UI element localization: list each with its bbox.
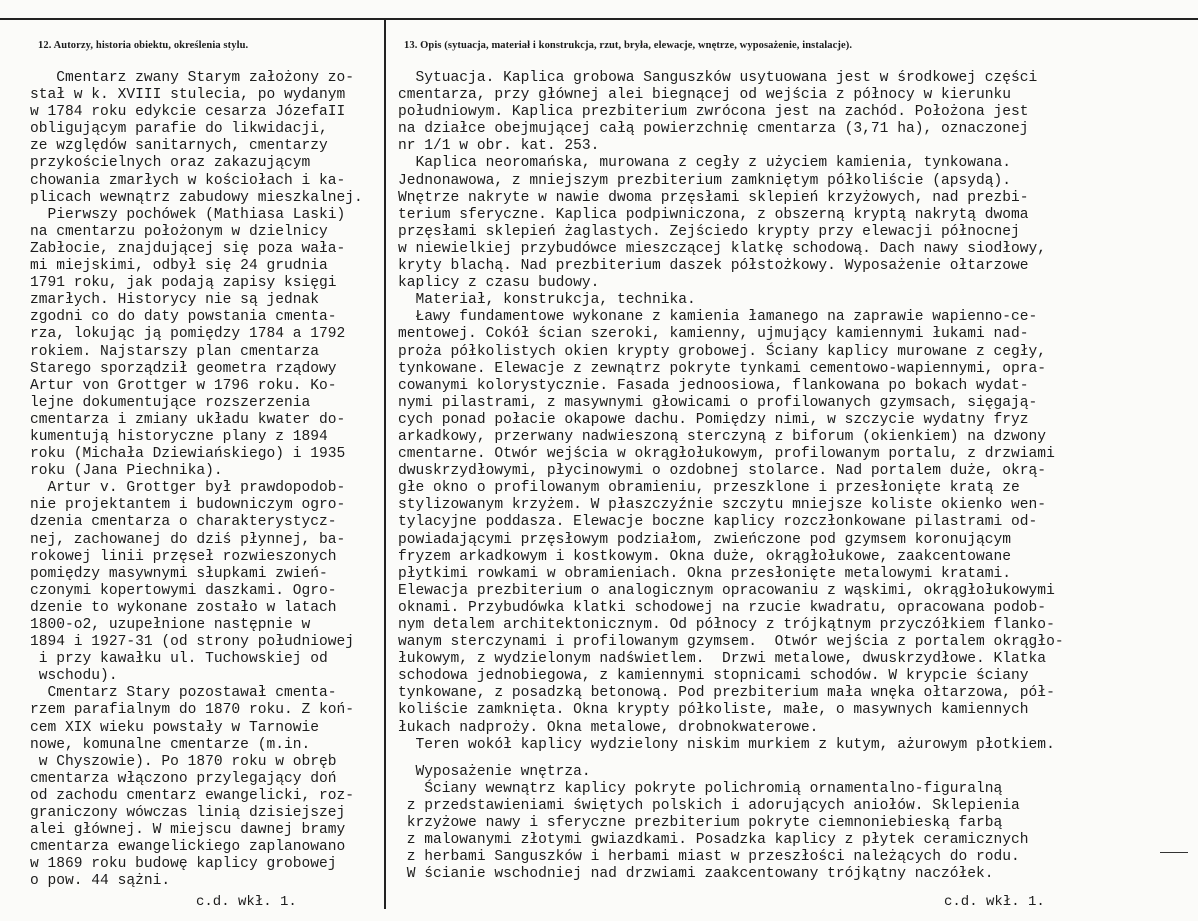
text-line: Artur von Grottger w 1796 roku. Ko- <box>30 377 337 394</box>
text-line: w Chyszowie). Po 1870 roku w obręb <box>30 753 337 770</box>
history-text <box>30 70 380 891</box>
text-line: cmentarza ewangelickiego zaplanowano <box>30 839 346 856</box>
text-line: Wyposażenie wnętrza. <box>398 763 591 780</box>
text-line: plicach wewnątrz zabudowy mieszkalnej. <box>30 189 363 206</box>
text-line: z malowanymi złotymi gwiazdkami. Posadzka kaplicy z płytek ceramicznych <box>398 832 1029 849</box>
text-line: Sytuacja. Kaplica grobowa Sanguszków usytuowana jest w środkowej części <box>398 70 1038 86</box>
text-line: tylacyjne poddasza. Elewacje boczne kaplicy rozczłonkowane pilastrami od- <box>398 514 1038 531</box>
description-text <box>398 70 1188 883</box>
text-line: cowanymi kolorystycznie. Fasada jednoosiowa, flankowana po bokach wydat- <box>398 377 1029 394</box>
text-line: dwuskrzydłowymi, płycinowymi o ozdobnej stolarce. Nad portalem duże, okrą- <box>398 463 1047 480</box>
text-line: z przedstawieniami świętych polskich i adorujących aniołów. Sklepienia <box>398 797 1020 814</box>
continuation-note-right: c.d. wkł. 1. <box>944 894 1045 910</box>
text-line: Artur v. Grottger był prawdopodob- <box>30 480 346 497</box>
text-line: lejne dokumentujące rozszerzenia <box>30 394 311 411</box>
text-line: na działce obejmującej całą powierzchnię cmentarza (3,71 ha), oznaczonej <box>398 121 1029 138</box>
text-line: pomiędzy masywnymi słupkami zwień- <box>30 565 328 582</box>
text-line: mentowej. Cokół ścian szeroki, kamienny, ujmujący kamiennymi łukami nad- <box>398 326 1029 343</box>
text-line: cmentarza i zmiany układu kwater do- <box>30 411 346 428</box>
text-line: Kaplica neoromańska, murowana z cegły z użyciem kamienia, tynkowana. <box>398 155 1012 172</box>
text-line: Elewacja prezbiterium o analogicznym opracowaniu z wąskimi, okrągłołukowymi <box>398 582 1055 599</box>
text-line: nymi pilastrami, z masywnymi głowicami o profilowanych gzymsach, sięgają- <box>398 394 1038 411</box>
top-rule <box>0 18 1198 20</box>
text-line: rokiem. Najstarszy plan cmentarza <box>30 343 320 360</box>
text-line: obligującym parafie do likwidacji, <box>30 121 328 138</box>
text-line: południowym. Kaplica prezbiterium zwrócona jest na zachód. Położona jest <box>398 104 1029 121</box>
text-line: zgodni co do daty powstania cmenta- <box>30 309 337 326</box>
text-line: dzenie to wykonane zostało w latach <box>30 599 337 616</box>
text-line: dzenia cmentarza o charakterystycz- <box>30 514 337 531</box>
paragraph-gap <box>398 754 1188 764</box>
text-line: 1894 i 1927-31 (od strony południowej <box>30 634 355 651</box>
text-line: schodowa jednobiegowa, z kamiennymi stopnicami schodów. W krypcie ściany <box>398 668 1029 685</box>
text-line: łukach nadproży. Okna metalowe, drobnokwaterowe. <box>398 719 819 736</box>
text-line: czonymi kopertowymi daszkami. Ogro- <box>30 582 337 599</box>
text-line: roku (Jana Piechnika). <box>30 463 223 480</box>
text-line: oknami. Przybudówka klatki schodowej na rzucie kwadratu, opracowana podob- <box>398 599 1047 616</box>
text-line: głe okno o profilowanym obramieniu, przeszklone i przesłonięte kratą ze <box>398 480 1020 497</box>
text-line: wanym sterczynami i profilowanym gzymsem. Otwór wejścia z portalem okrągło- <box>398 634 1064 651</box>
text-line: cych ponad połacie okapowe dachu. Pomiędzy nimi, w szczycie wydatny fryz <box>398 411 1029 428</box>
text-line: Wnętrze nakryte w nawie dwoma przęsłami sklepień krzyżowych, nad prezbi- <box>398 189 1029 206</box>
text-line: tynkowane. Elewacje z zewnątrz pokryte tynkami cementowo-wapiennymi, opra- <box>398 360 1047 377</box>
text-line: nej, zachowanej do dziś płynnej, ba- <box>30 531 346 548</box>
text-line: przęsłami sklepień żaglastych. Zejściedo krypty przy elewacji północnej <box>398 223 1020 240</box>
text-line: kumentują historyczne plany z 1894 <box>30 428 328 445</box>
text-line: ze względów sanitarnych, cmentarzy <box>30 138 328 155</box>
text-line: cmentarza, przy głównej alei biegnącej od wejścia z północy w kierunku <box>398 87 1012 104</box>
text-line: Starego sporządził geometra rządowy <box>30 360 337 377</box>
text-line: nr 1/1 w obr. kat. 253. <box>398 138 600 155</box>
text-line: w niewielkiej przybudówce mieszczącej klatkę schodową. Dach nawy siodłowy, <box>398 240 1047 257</box>
text-line: kaplicy z czasu budowy. <box>398 275 600 292</box>
text-line: Jednonawowa, z mniejszym prezbiterium zamkniętym półkoliście (apsydą). <box>398 172 1012 189</box>
text-line: chowania zmarłych w kościołach i ka- <box>30 172 346 189</box>
text-line: proża półkolistych okien krypty grobowej. Ściany kaplicy murowane z cegły, <box>398 343 1047 360</box>
text-line: z herbami Sanguszków i herbami miast w przeszłości należących do rodu. <box>398 849 1020 866</box>
text-line: w 1784 roku edykcie cesarza JózefaII <box>30 104 346 121</box>
text-line: stylizowanym krzyżem. W płaszczyźnie szczytu mniejsze koliste okienko wen- <box>398 497 1047 514</box>
column-divider <box>384 18 386 909</box>
text-line: cmentarza włączono przylegający doń <box>30 770 337 787</box>
text-line: 1791 roku, jak podają zapisy księgi <box>30 275 337 292</box>
margin-dash <box>1160 852 1188 853</box>
text-line: cem XIX wieku powstały w Tarnowie <box>30 719 320 736</box>
text-line: graniczony wówczas linią dzisiejszej <box>30 805 346 822</box>
text-line: wschodu). <box>30 668 118 685</box>
text-line: nie projektantem i budowniczym ogro- <box>30 497 346 514</box>
text-line: Ściany wewnątrz kaplicy pokryte polichromią ornamentalno-figuralną <box>398 780 1003 797</box>
text-line: kryty blachą. Nad prezbiterium daszek półstożkowy. Wyposażenie ołtarzowe <box>398 258 1029 275</box>
text-line: mi miejskimi, odbył się 24 grudnia <box>30 258 328 275</box>
section-13-heading: 13. Opis (sytuacja, materiał i konstrukcja, rzut, bryła, elewacje, wnętrze, wyposażenie, instalacje). <box>404 40 853 51</box>
text-line: o pow. 44 sążni. <box>30 873 171 890</box>
continuation-note-left: c.d. wkł. 1. <box>196 894 297 910</box>
text-line: koliście zamknięta. Okna krypty półkoliste, małe, o masywnych kamiennych <box>398 702 1029 719</box>
text-line: arkadkowy, przerwany nadwieszoną sterczyną z biforum (okienkiem) na dzwony <box>398 428 1047 445</box>
text-line: powiadającymi przęsłowym podziałom, zwieńczone pod gzymsem koronującym <box>398 531 1012 548</box>
text-line: od zachodu cmentarz ewangelicki, roz- <box>30 787 355 804</box>
text-line: rzem parafialnym do 1870 roku. Z koń- <box>30 702 355 719</box>
text-line: stał w k. XVIII stulecia, po wydanym <box>30 87 346 104</box>
text-line: Teren wokół kaplicy wydzielony niskim murkiem z kutym, ażurowym płotkiem. <box>398 736 1055 753</box>
text-line: terium sferyczne. Kaplica podpiwniczona, z obszerną kryptą nakrytą dwoma <box>398 206 1029 223</box>
text-line: i przy kawałku ul. Tuchowskiej od <box>30 651 328 668</box>
text-line: Zabłocie, znajdującej się poza wała- <box>30 240 346 257</box>
text-line: alei głównej. W miejscu dawnej bramy <box>30 822 346 839</box>
text-line: przykościelnych oraz zakazującym <box>30 155 311 172</box>
text-line: płytkimi rowkami w obramieniach. Okna przesłonięte metalowymi kratami. <box>398 565 1012 582</box>
text-line: cmentarne. Otwór wejścia w okrągłołukowym, profilowanym portalu, z drzwiami <box>398 446 1055 463</box>
text-line: krzyżowe nawy i sferyczne prezbiterium pokryte ciemnoniebieską farbą <box>398 815 1003 832</box>
text-line: w 1869 roku budowę kaplicy grobowej <box>30 856 337 873</box>
text-line: nowe, komunalne cmentarze (m.in. <box>30 736 311 753</box>
text-line: rokowej linii przęseł rozwieszonych <box>30 548 337 565</box>
text-line: Pierwszy pochówek (Mathiasa Laski) <box>30 206 346 223</box>
text-line: rza, lokując ją pomiędzy 1784 a 1792 <box>30 326 346 343</box>
text-line: Materiał, konstrukcja, technika. <box>398 292 696 309</box>
text-line: zmarłych. Historycy nie są jednak <box>30 292 320 309</box>
text-line: W ścianie wschodniej nad drzwiami zaakcentowany trójkątny naczółek. <box>398 866 994 883</box>
text-line: Ławy fundamentowe wykonane z kamienia łamanego na zaprawie wapienno-ce- <box>398 309 1038 326</box>
text-line: tynkowane, z posadzką betonową. Pod prezbiterium mała wnęka ołtarzowa, pół- <box>398 685 1055 702</box>
text-line: 1800-o2, uzupełnione następnie w <box>30 617 311 633</box>
text-line: łukowym, z wydzielonym nadświetlem. Drzwi metalowe, dwuskrzydłowe. Klatka <box>398 651 1047 668</box>
section-12-heading: 12. Autorzy, historia obiektu, określenia stylu. <box>38 40 249 51</box>
text-line: roku (Michała Dziewiańskiego) i 1935 <box>30 446 346 463</box>
text-line: Cmentarz Stary pozostawał cmenta- <box>30 685 337 702</box>
text-line: Cmentarz zwany Starym założony zo- <box>30 70 355 86</box>
text-line: fryzem arkadkowym i kostkowym. Okna duże, okrągłołukowe, zaakcentowane <box>398 548 1012 565</box>
text-line: nym detalem architektonicznym. Od północy z trójkątnym przyczółkiem flanko- <box>398 617 1055 633</box>
text-line: na cmentarzu położonym w dzielnicy <box>30 223 328 240</box>
